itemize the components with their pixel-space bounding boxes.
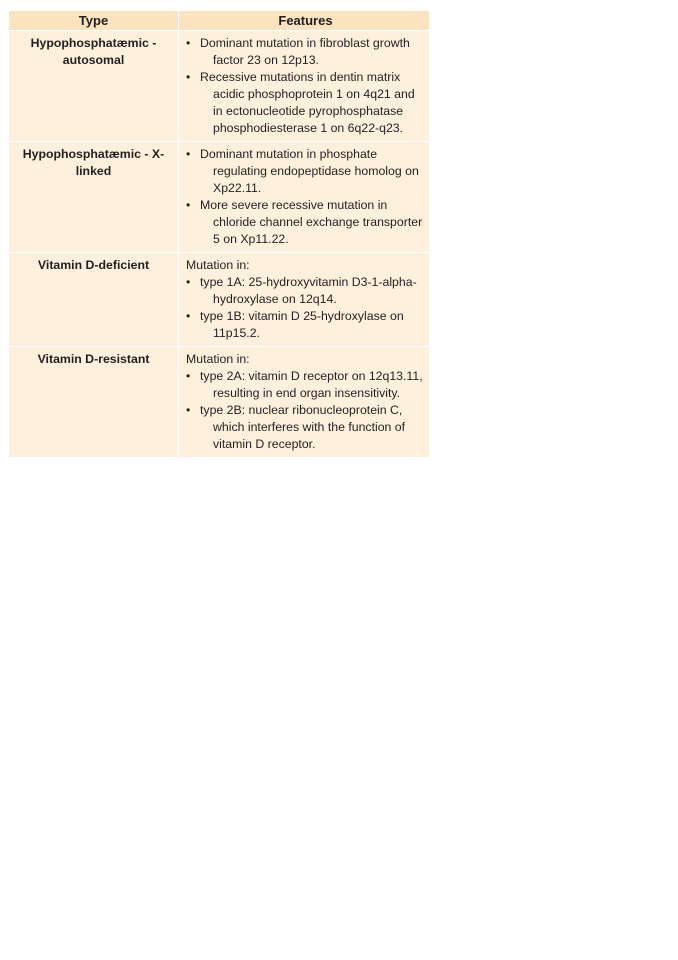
feature-item: • type 1B: vitamin D 25-hydroxylase on 11p15.2.	[186, 308, 425, 342]
feature-list	[186, 368, 425, 453]
rickets-types-table	[9, 11, 429, 458]
table-row	[9, 347, 429, 458]
feature-list	[186, 274, 425, 342]
row-features	[179, 253, 429, 346]
feature-item: • Dominant mutation in phosphate regulating endopeptidase homolog on Xp22.11.	[186, 146, 425, 197]
type-hypophosphataemic-autosomal: Hypophosphatæmic - autosomal	[30, 36, 157, 67]
table-row	[9, 31, 429, 142]
row-type	[9, 347, 179, 457]
table-header-row	[9, 11, 429, 31]
feature-intro: Mutation in:	[186, 352, 250, 366]
feature-item: • type 2A: vitamin D receptor on 12q13.11, resulting in end organ insensitivity.	[186, 368, 425, 402]
row-type	[9, 31, 179, 141]
row-features	[179, 142, 429, 252]
table-row	[9, 253, 429, 347]
feature-item: • type 2B: nuclear ribonucleoprotein C, which interferes with the function of vitamin D receptor.	[186, 402, 425, 453]
feature-item: • Recessive mutations in dentin matrix acidic phosphoprotein 1 on 4q21 and in ectonucleotide pyrophosphatase phosphodiesterase 1 on 6q22-q23.	[186, 69, 425, 137]
table-row	[9, 142, 429, 253]
feature-item: • type 1A: 25-hydroxyvitamin D3-1-alpha-hydroxylase on 12q14.	[186, 274, 425, 308]
row-features	[179, 347, 429, 457]
type-vitamin-d-deficient: Vitamin D-deficient	[37, 258, 150, 272]
feature-list	[186, 146, 425, 248]
header-features: Features	[278, 13, 333, 28]
feature-item: • Dominant mutation in fibroblast growth factor 23 on 12p13.	[186, 35, 425, 69]
type-vitamin-d-resistant: Vitamin D-resistant	[37, 352, 150, 366]
type-hypophosphataemic-x-linked: Hypophosphatæmic - X-linked	[22, 147, 165, 178]
feature-list	[186, 35, 425, 137]
feature-intro: Mutation in:	[186, 258, 250, 272]
row-features	[179, 31, 429, 141]
feature-item: • More severe recessive mutation in chloride channel exchange transporter 5 on Xp11.22.	[186, 197, 425, 248]
row-type	[9, 253, 179, 346]
header-type: Type	[9, 11, 179, 30]
row-type	[9, 142, 179, 252]
